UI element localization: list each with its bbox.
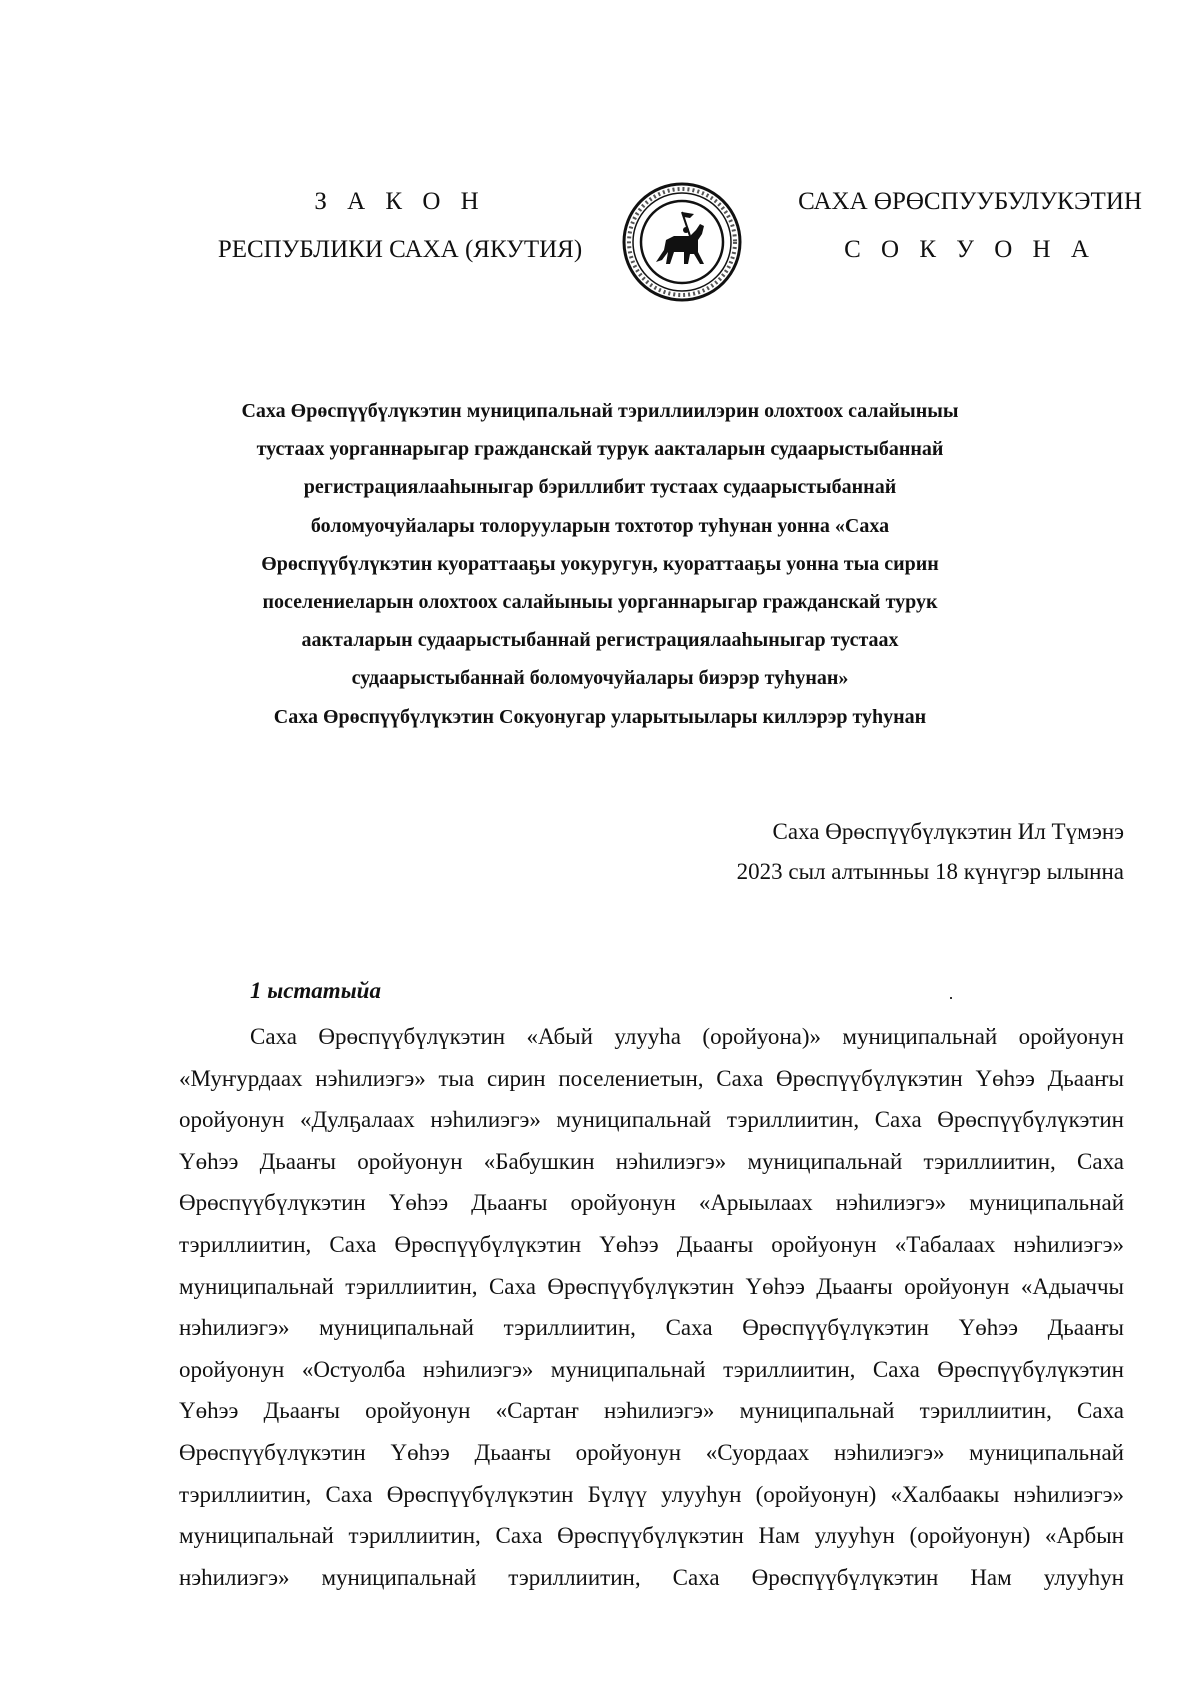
adoption-date: 2023 сыл алтынньы 18 күнүгэр ылынна bbox=[736, 859, 1124, 884]
scan-speck bbox=[950, 997, 952, 999]
header-right bbox=[790, 178, 1150, 274]
article-heading: 1 ыстатыйа bbox=[250, 978, 381, 1003]
article-line: муниципальнай тэриллиитин, Саха Өрөспүүбүлүкэтин Үөһээ Дьааҥы оройуонун «Адыаччы bbox=[179, 1273, 1124, 1299]
sakha-republic-emblem-icon bbox=[620, 180, 744, 304]
law-title bbox=[150, 392, 1050, 736]
header-left bbox=[200, 178, 600, 274]
title-line: тустаах уорганнарыгар гражданскай турук аакталарын судаарыстыбаннай bbox=[256, 438, 944, 461]
article-line: оройуонун «Дулҕалаах нэһилиэгэ» муниципальнай тэриллиитин, Саха Өрөспүүбүлүкэтин bbox=[179, 1107, 1124, 1133]
article-line: «Муҥурдаах нэһилиэгэ» тыа сирин поселениетын, Саха Өрөспүүбүлүкэтин Үөһээ Дьааҥы bbox=[179, 1065, 1124, 1091]
title-line: Өрөспүүбүлүкэтин куораттааҕы уокуругун, куораттааҕы уонна тыа сирин bbox=[261, 552, 939, 575]
header-right-subtitle: С О К У О Н А bbox=[844, 236, 1096, 263]
title-line: судаарыстыбаннай боломуочуйалары биэрэр туһунан» bbox=[351, 667, 849, 690]
article-line: нэһилиэгэ» муниципальнай тэриллиитин, Саха Өрөспүүбүлүкэтин Үөһээ Дьааҥы bbox=[179, 1315, 1124, 1341]
header-right-title: САХА ӨРӨСПУУБУЛУКЭТИН bbox=[798, 188, 1142, 215]
title-line: поселениеларын олохтоох салайыныы уорганнарыгар гражданскай турук bbox=[262, 591, 938, 614]
article-line: оройуонун «Остуолба нэһилиэгэ» муниципальнай тэриллиитин, Саха Өрөспүүбүлүкэтин bbox=[179, 1356, 1124, 1382]
article-line: тэриллиитин, Саха Өрөспүүбүлүкэтин Бүлүү улууһун (оройуонун) «Халбаакы нэһилиэгэ» bbox=[179, 1481, 1124, 1507]
article-line: Үөһээ Дьааҥы оройуонун «Бабушкин нэһилиэгэ» муниципальнай тэриллиитин, Саха bbox=[179, 1148, 1124, 1174]
article-line: Өрөспүүбүлүкэтин Үөһээ Дьааҥы оройуонун «Суордаах нэһилиэгэ» муниципальнай bbox=[179, 1439, 1124, 1465]
adoption-body: Саха Өрөспүүбүлүкэтин Ил Түмэнэ bbox=[772, 819, 1124, 844]
article-line: Саха Өрөспүүбүлүкэтин «Абый улууһа (оройуона)» муниципальнай оройуонун bbox=[250, 1024, 1124, 1049]
article-line: Үөһээ Дьааҥы оройуонун «Сартаҥ нэһилиэгэ» муниципальнай тэриллиитин, Саха bbox=[179, 1398, 1124, 1424]
adoption-block bbox=[600, 812, 1124, 892]
title-line: регистрациялааһыныгар бэриллибит тустаах судаарыстыбаннай bbox=[303, 476, 897, 499]
title-line: аакталарын судаарыстыбаннай регистрациялааһыныгар тустаах bbox=[301, 629, 899, 652]
title-line: боломуочуйалары толорууларын тохтотор туһунан уонна «Саха bbox=[310, 514, 890, 537]
article-line: муниципальнай тэриллиитин, Саха Өрөспүүбүлүкэтин Нам улууһун (оройуонун) «Арбын bbox=[179, 1523, 1124, 1549]
header-left-title: З А К О Н bbox=[314, 188, 486, 215]
article-line: тэриллиитин, Саха Өрөспүүбүлүкэтин Үөһээ Дьааҥы оройуонун «Табалаах нэһилиэгэ» bbox=[179, 1231, 1124, 1257]
title-line: Саха Өрөспүүбүлүкэтин Сокуонугар уларытыылары киллэрэр туһунан bbox=[273, 705, 927, 728]
article-line: нэһилиэгэ» муниципальнай тэриллиитин, Саха Өрөспүүбүлүкэтин Нам улууһун bbox=[179, 1564, 1124, 1590]
article-body bbox=[179, 1016, 1124, 1598]
article-line: Өрөспүүбүлүкэтин Үөһээ Дьааҥы оройуонун «Арыылаах нэһилиэгэ» муниципальнай bbox=[179, 1190, 1124, 1216]
header-left-subtitle: РЕСПУБЛИКИ САХА (ЯКУТИЯ) bbox=[217, 236, 583, 263]
title-line: Саха Өрөспүүбүлүкэтин муниципальнай тэриллиилэрин олохтоох салайыныы bbox=[241, 400, 959, 422]
